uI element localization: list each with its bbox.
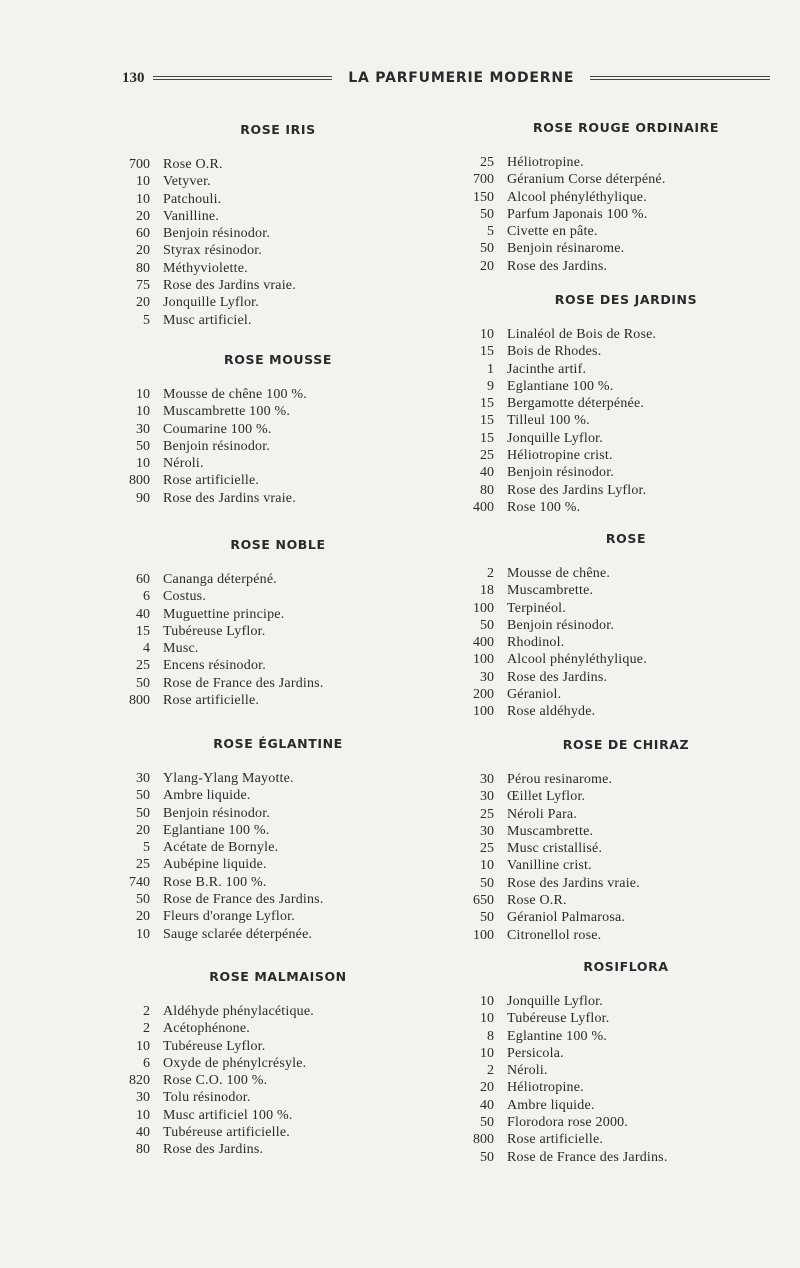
- ingredient-name: Musc cristallisé.: [507, 841, 603, 857]
- ingredient-row: [118, 571, 418, 588]
- ingredient-quantity: 4: [143, 641, 150, 657]
- ingredient-row: [466, 703, 766, 720]
- ingredient-row: [118, 312, 418, 329]
- ingredient-quantity: 10: [480, 327, 494, 342]
- ingredient-name: Acétophénone.: [163, 1021, 250, 1037]
- ingredient-quantity: 18: [480, 583, 494, 599]
- ingredient-row: [466, 823, 766, 840]
- ingredient-row: [118, 1038, 418, 1055]
- ingredient-quantity: 50: [136, 788, 150, 804]
- ingredient-row: [118, 692, 418, 709]
- ingredient-quantity: 30: [480, 772, 494, 787]
- ingredient-quantity: 10: [136, 404, 150, 420]
- ingredient-name: Bergamotte déterpénée.: [507, 396, 645, 412]
- ingredient-row: [118, 805, 418, 822]
- ingredient-row: [466, 1149, 766, 1166]
- ingredient-row: [118, 1141, 418, 1158]
- ingredient-row: [466, 788, 766, 805]
- ingredient-row: [118, 173, 418, 190]
- ingredient-quantity: 60: [136, 226, 150, 242]
- ingredient-quantity: 80: [136, 260, 150, 276]
- ingredient-name: Musc artificiel 100 %.: [163, 1107, 293, 1123]
- ingredient-row: [466, 189, 766, 206]
- ingredient-quantity: 15: [480, 430, 494, 446]
- ingredient-row: [466, 1062, 766, 1079]
- ingredient-quantity: 30: [136, 1090, 150, 1106]
- ingredient-quantity: 20: [480, 258, 494, 274]
- ingredient-name: Tolu résinodor.: [163, 1090, 251, 1106]
- ingredient-row: [118, 156, 418, 173]
- ingredient-name: Tilleul 100 %.: [507, 413, 590, 429]
- ingredient-row: [118, 438, 418, 455]
- ingredient-row: [118, 1020, 418, 1037]
- ingredient-name: Rose des Jardins.: [507, 669, 608, 685]
- ingredient-name: Mousse de chêne.: [507, 566, 611, 581]
- ingredient-quantity: 2: [143, 1021, 150, 1037]
- ingredient-name: Géranium Corse déterpéné.: [507, 172, 666, 188]
- ingredient-quantity: 15: [480, 344, 494, 360]
- recipe-title: ROSE DE CHIRAZ: [562, 737, 690, 752]
- ingredient-quantity: 50: [136, 892, 150, 908]
- ingredient-quantity: 800: [129, 693, 150, 709]
- ingredient-row: [118, 403, 418, 420]
- ingredient-name: Jonquille Lyflor.: [163, 295, 259, 311]
- ingredient-name: Héliotropine.: [507, 1080, 584, 1096]
- ingredient-name: Costus.: [163, 589, 207, 605]
- ingredient-row: [466, 343, 766, 360]
- ingredient-row: [118, 277, 418, 294]
- ingredient-row: [118, 294, 418, 311]
- ingredient-quantity: 100: [473, 704, 494, 720]
- ingredient-quantity: 30: [480, 669, 494, 685]
- recipe-block: [466, 120, 766, 275]
- ingredient-name: Bois de Rhodes.: [507, 344, 602, 360]
- ingredient-name: Oxyde de phénylcrésyle.: [163, 1055, 307, 1071]
- ingredient-name: Muscambrette.: [507, 823, 594, 839]
- ingredient-name: Ambre liquide.: [163, 788, 251, 804]
- ingredient-row: [466, 430, 766, 447]
- ingredient-row: [466, 447, 766, 464]
- header-rule-right: [590, 76, 770, 80]
- ingredient-row: [466, 171, 766, 188]
- ingredient-name: Styrax résinodor.: [163, 243, 263, 259]
- ingredient-quantity: 2: [143, 1004, 150, 1019]
- ingredient-row: [118, 770, 418, 787]
- ingredient-row: [118, 208, 418, 225]
- ingredient-row: [466, 600, 766, 617]
- ingredient-row: [118, 242, 418, 259]
- ingredient-name: Acétate de Bornyle.: [163, 840, 279, 856]
- ingredient-name: Eglantine 100 %.: [507, 1028, 608, 1044]
- ingredient-row: [466, 326, 766, 343]
- ingredient-name: Rose de France des Jardins.: [507, 1149, 668, 1165]
- ingredient-name: Eglantiane 100 %.: [507, 378, 614, 394]
- ingredient-quantity: 200: [473, 687, 494, 703]
- ingredient-name: Fleurs d'orange Lyflor.: [163, 909, 295, 925]
- ingredient-name: Citronellol rose.: [507, 927, 602, 943]
- ingredient-name: Aldéhyde phénylacétique.: [163, 1004, 314, 1019]
- ingredient-name: Tubéreuse Lyflor.: [163, 623, 266, 639]
- ingredient-name: Méthyviolette.: [163, 260, 248, 276]
- ingredient-name: Géraniol.: [507, 687, 562, 703]
- header-rule-left: [153, 76, 333, 80]
- ingredient-quantity: 50: [480, 617, 494, 633]
- ingredient-name: Rose des Jardins.: [163, 1142, 264, 1158]
- ingredient-row: [118, 1107, 418, 1124]
- ingredient-name: Civette en pâte.: [507, 224, 598, 240]
- ingredient-row: [118, 839, 418, 856]
- ingredient-quantity: 100: [473, 652, 494, 668]
- ingredient-quantity: 10: [136, 456, 150, 472]
- ingredient-name: Rose C.O. 100 %.: [163, 1073, 268, 1089]
- ingredient-name: Rose O.R.: [163, 157, 223, 172]
- ingredient-row: [466, 857, 766, 874]
- recipe-block: [466, 292, 766, 516]
- ingredient-row: [118, 856, 418, 873]
- ingredient-quantity: 25: [136, 658, 150, 674]
- ingredient-name: Rose artificielle.: [163, 693, 260, 709]
- ingredient-row: [466, 206, 766, 223]
- ingredient-quantity: 5: [487, 224, 494, 240]
- ingredient-quantity: 650: [473, 893, 494, 909]
- ingredient-row: [466, 840, 766, 857]
- ingredient-name: Vetyver.: [163, 174, 211, 190]
- ingredient-row: [118, 1072, 418, 1089]
- ingredient-name: Rose artificielle.: [163, 473, 260, 489]
- recipe-block: [118, 122, 418, 329]
- ingredient-quantity: 50: [480, 910, 494, 926]
- ingredient-quantity: 10: [136, 174, 150, 190]
- ingredient-name: Rose des Jardins vraie.: [163, 490, 296, 506]
- ingredient-row: [118, 191, 418, 208]
- ingredient-name: Rose de France des Jardins.: [163, 892, 324, 908]
- ingredient-row: [466, 1028, 766, 1045]
- recipe-block: [118, 969, 418, 1159]
- ingredient-quantity: 150: [473, 189, 494, 205]
- ingredient-quantity: 80: [136, 1142, 150, 1158]
- ingredient-quantity: 800: [473, 1132, 494, 1148]
- recipe-title: ROSE IRIS: [240, 122, 316, 137]
- ingredient-row: [118, 1003, 418, 1020]
- ingredient-name: Pérou resinarome.: [507, 772, 613, 787]
- ingredient-name: Rose artificielle.: [507, 1132, 604, 1148]
- ingredient-name: Coumarine 100 %.: [163, 421, 272, 437]
- ingredient-name: Benjoin résinarome.: [507, 241, 625, 257]
- ingredient-name: Rose des Jardins Lyflor.: [507, 482, 647, 498]
- ingredient-quantity: 40: [136, 606, 150, 622]
- ingredient-quantity: 15: [136, 623, 150, 639]
- ingredient-name: Cananga déterpéné.: [163, 572, 277, 587]
- ingredient-row: [118, 891, 418, 908]
- ingredient-name: Ylang-Ylang Mayotte.: [163, 771, 294, 786]
- ingredient-row: [466, 669, 766, 686]
- ingredient-quantity: 50: [480, 875, 494, 891]
- ingredient-quantity: 30: [136, 771, 150, 786]
- ingredient-row: [466, 617, 766, 634]
- ingredient-quantity: 40: [480, 1097, 494, 1113]
- ingredient-row: [118, 1055, 418, 1072]
- recipe-title: ROSE DES JARDINS: [554, 292, 698, 307]
- ingredient-quantity: 10: [480, 994, 494, 1009]
- ingredient-name: Néroli.: [507, 1063, 548, 1079]
- ingredient-name: Sauge sclarée déterpénée.: [163, 926, 313, 942]
- recipe-title: ROSIFLORA: [583, 959, 669, 974]
- ingredient-quantity: 15: [480, 396, 494, 412]
- ingredient-quantity: 740: [129, 874, 150, 890]
- recipe-title: ROSE ÉGLANTINE: [213, 736, 343, 751]
- ingredient-quantity: 820: [129, 1073, 150, 1089]
- ingredient-name: Rose des Jardins vraie.: [163, 278, 296, 294]
- ingredient-row: [118, 225, 418, 242]
- ingredient-name: Muguettine principe.: [163, 606, 285, 622]
- ingredient-row: [466, 154, 766, 171]
- ingredient-name: Patchouli.: [163, 191, 222, 207]
- ingredient-quantity: 20: [480, 1080, 494, 1096]
- ingredient-row: [466, 395, 766, 412]
- ingredient-row: [118, 606, 418, 623]
- ingredient-row: [466, 634, 766, 651]
- ingredient-row: [118, 588, 418, 605]
- ingredient-quantity: 20: [136, 243, 150, 259]
- recipe-title: ROSE MALMAISON: [209, 969, 347, 984]
- ingredient-quantity: 20: [136, 822, 150, 838]
- ingredient-row: [466, 1045, 766, 1062]
- ingredient-name: Persicola.: [507, 1045, 564, 1061]
- ingredient-quantity: 60: [136, 572, 150, 587]
- ingredient-name: Tubéreuse Lyflor.: [507, 1011, 610, 1027]
- recipe-block: [466, 531, 766, 721]
- ingredient-name: Mousse de chêne 100 %.: [163, 387, 307, 402]
- ingredient-row: [466, 909, 766, 926]
- ingredient-quantity: 40: [480, 465, 494, 481]
- ingredient-name: Encens résinodor.: [163, 658, 266, 674]
- ingredient-quantity: 30: [136, 421, 150, 437]
- ingredient-name: Parfum Japonais 100 %.: [507, 206, 648, 222]
- ingredient-row: [466, 1131, 766, 1148]
- ingredient-quantity: 30: [480, 789, 494, 805]
- ingredient-name: Néroli Para.: [507, 806, 578, 822]
- ingredient-name: Benjoin résinodor.: [507, 465, 615, 481]
- ingredient-name: Eglantiane 100 %.: [163, 822, 270, 838]
- ingredient-name: Benjoin résinodor.: [507, 617, 615, 633]
- ingredient-row: [466, 686, 766, 703]
- ingredient-row: [118, 640, 418, 657]
- recipe-title: ROSE NOBLE: [230, 537, 326, 552]
- ingredient-name: Rose de France des Jardins.: [163, 675, 324, 691]
- ingredient-row: [118, 1089, 418, 1106]
- ingredient-row: [118, 1124, 418, 1141]
- ingredient-row: [118, 421, 418, 438]
- ingredient-name: Benjoin résinodor.: [163, 805, 271, 821]
- ingredient-row: [466, 1114, 766, 1131]
- ingredient-name: Musc.: [163, 641, 199, 657]
- ingredient-name: Rhodinol.: [507, 635, 565, 651]
- ingredient-row: [118, 490, 418, 507]
- page-number: 130: [122, 69, 145, 86]
- ingredient-quantity: 10: [136, 191, 150, 207]
- ingredient-name: Rose aldéhyde.: [507, 704, 596, 720]
- ingredient-name: Jonquille Lyflor.: [507, 994, 603, 1009]
- ingredient-name: Jonquille Lyflor.: [507, 430, 603, 446]
- ingredient-quantity: 25: [480, 448, 494, 464]
- ingredient-row: [466, 240, 766, 257]
- ingredient-row: [118, 874, 418, 891]
- ingredient-name: Rose 100 %.: [507, 499, 581, 515]
- ingredient-row: [466, 378, 766, 395]
- ingredient-row: [118, 926, 418, 943]
- ingredient-name: Jacinthe artif.: [507, 361, 587, 377]
- ingredient-quantity: 10: [136, 1107, 150, 1123]
- recipe-block: [466, 959, 766, 1166]
- ingredient-quantity: 50: [480, 1115, 494, 1131]
- ingredient-row: [466, 875, 766, 892]
- page-header: [122, 68, 770, 88]
- ingredient-row: [466, 806, 766, 823]
- ingredient-quantity: 10: [480, 858, 494, 874]
- recipe-title: ROSE: [605, 531, 647, 546]
- ingredient-row: [466, 771, 766, 788]
- ingredient-name: Terpinéol.: [507, 600, 566, 616]
- ingredient-quantity: 10: [480, 1045, 494, 1061]
- ingredient-row: [466, 223, 766, 240]
- recipe-block: [466, 737, 766, 944]
- ingredient-row: [466, 1097, 766, 1114]
- ingredient-name: Rose B.R. 100 %.: [163, 874, 267, 890]
- ingredient-row: [466, 499, 766, 516]
- ingredient-row: [466, 892, 766, 909]
- ingredient-quantity: 9: [487, 378, 494, 394]
- ingredient-row: [118, 472, 418, 489]
- ingredient-quantity: 40: [136, 1125, 150, 1141]
- ingredient-quantity: 100: [473, 927, 494, 943]
- ingredient-name: Benjoin résinodor.: [163, 438, 271, 454]
- ingredient-quantity: 2: [487, 566, 494, 581]
- ingredient-quantity: 10: [136, 1038, 150, 1054]
- ingredient-quantity: 50: [136, 675, 150, 691]
- ingredient-name: Benjoin résinodor.: [163, 226, 271, 242]
- ingredient-quantity: 20: [136, 295, 150, 311]
- ingredient-quantity: 400: [473, 635, 494, 651]
- ingredient-quantity: 25: [480, 806, 494, 822]
- ingredient-row: [466, 482, 766, 499]
- ingredient-row: [118, 623, 418, 640]
- ingredient-row: [466, 258, 766, 275]
- ingredient-name: Vanilline.: [163, 208, 220, 224]
- ingredient-quantity: 25: [480, 841, 494, 857]
- ingredient-quantity: 2: [487, 1063, 494, 1079]
- ingredient-quantity: 5: [143, 312, 150, 328]
- ingredient-quantity: 15: [480, 413, 494, 429]
- ingredient-quantity: 30: [480, 823, 494, 839]
- ingredient-name: Rose O.R.: [507, 893, 567, 909]
- ingredient-quantity: 8: [487, 1028, 494, 1044]
- ingredient-quantity: 20: [136, 909, 150, 925]
- ingredient-row: [466, 412, 766, 429]
- ingredient-name: Alcool phényléthylique.: [507, 652, 647, 668]
- ingredient-row: [466, 582, 766, 599]
- ingredient-name: Héliotropine.: [507, 155, 584, 170]
- ingredient-name: Muscambrette.: [507, 583, 594, 599]
- ingredient-quantity: 800: [129, 473, 150, 489]
- running-title: LA PARFUMERIE MODERNE: [348, 70, 575, 86]
- ingredient-quantity: 6: [143, 589, 150, 605]
- ingredient-quantity: 25: [136, 857, 150, 873]
- ingredient-row: [118, 657, 418, 674]
- ingredient-name: Musc artificiel.: [163, 312, 252, 328]
- ingredient-quantity: 700: [473, 172, 494, 188]
- ingredient-quantity: 10: [136, 926, 150, 942]
- ingredient-quantity: 700: [129, 157, 150, 172]
- ingredient-name: Rose des Jardins.: [507, 258, 608, 274]
- recipe-block: [118, 736, 418, 943]
- ingredient-row: [466, 361, 766, 378]
- ingredient-name: Vanilline crist.: [507, 858, 592, 874]
- ingredient-row: [466, 651, 766, 668]
- ingredient-row: [466, 927, 766, 944]
- recipe-title: ROSE MOUSSE: [224, 352, 332, 367]
- ingredient-row: [118, 822, 418, 839]
- ingredient-quantity: 50: [480, 1149, 494, 1165]
- ingredient-name: Rose des Jardins vraie.: [507, 875, 640, 891]
- ingredient-quantity: 5: [143, 840, 150, 856]
- ingredient-quantity: 50: [480, 206, 494, 222]
- ingredient-quantity: 90: [136, 490, 150, 506]
- ingredient-quantity: 10: [480, 1011, 494, 1027]
- ingredient-quantity: 50: [480, 241, 494, 257]
- ingredient-row: [118, 908, 418, 925]
- recipe-block: [118, 537, 418, 709]
- ingredient-name: Alcool phényléthylique.: [507, 189, 647, 205]
- ingredient-row: [118, 455, 418, 472]
- ingredient-row: [466, 993, 766, 1010]
- ingredient-name: Aubépine liquide.: [163, 857, 267, 873]
- ingredient-row: [466, 1079, 766, 1096]
- ingredient-quantity: 6: [143, 1055, 150, 1071]
- ingredient-quantity: 1: [487, 361, 494, 377]
- ingredient-name: Néroli.: [163, 456, 204, 472]
- ingredient-quantity: 50: [136, 438, 150, 454]
- ingredient-quantity: 50: [136, 805, 150, 821]
- ingredient-quantity: 75: [136, 278, 150, 294]
- ingredient-row: [466, 1010, 766, 1027]
- ingredient-row: [466, 565, 766, 582]
- ingredient-quantity: 25: [480, 155, 494, 170]
- ingredient-name: Héliotropine crist.: [507, 448, 613, 464]
- ingredient-name: Géraniol Palmarosa.: [507, 910, 626, 926]
- ingredient-name: Ambre liquide.: [507, 1097, 595, 1113]
- ingredient-name: Tubéreuse Lyflor.: [163, 1038, 266, 1054]
- ingredient-name: Linaléol de Bois de Rose.: [507, 327, 657, 342]
- ingredient-quantity: 100: [473, 600, 494, 616]
- ingredient-name: Œillet Lyflor.: [507, 789, 586, 805]
- ingredient-row: [118, 787, 418, 804]
- ingredient-row: [118, 675, 418, 692]
- ingredient-name: Tubéreuse artificielle.: [163, 1125, 290, 1141]
- ingredient-quantity: 10: [136, 387, 150, 402]
- ingredient-quantity: 80: [480, 482, 494, 498]
- recipe-title: ROSE ROUGE ORDINAIRE: [533, 120, 719, 135]
- ingredient-quantity: 400: [473, 499, 494, 515]
- ingredient-name: Florodora rose 2000.: [507, 1115, 629, 1131]
- ingredient-row: [118, 386, 418, 403]
- recipe-block: [118, 352, 418, 507]
- ingredient-row: [118, 260, 418, 277]
- ingredient-row: [466, 464, 766, 481]
- ingredient-quantity: 20: [136, 208, 150, 224]
- ingredient-name: Muscambrette 100 %.: [163, 404, 291, 420]
